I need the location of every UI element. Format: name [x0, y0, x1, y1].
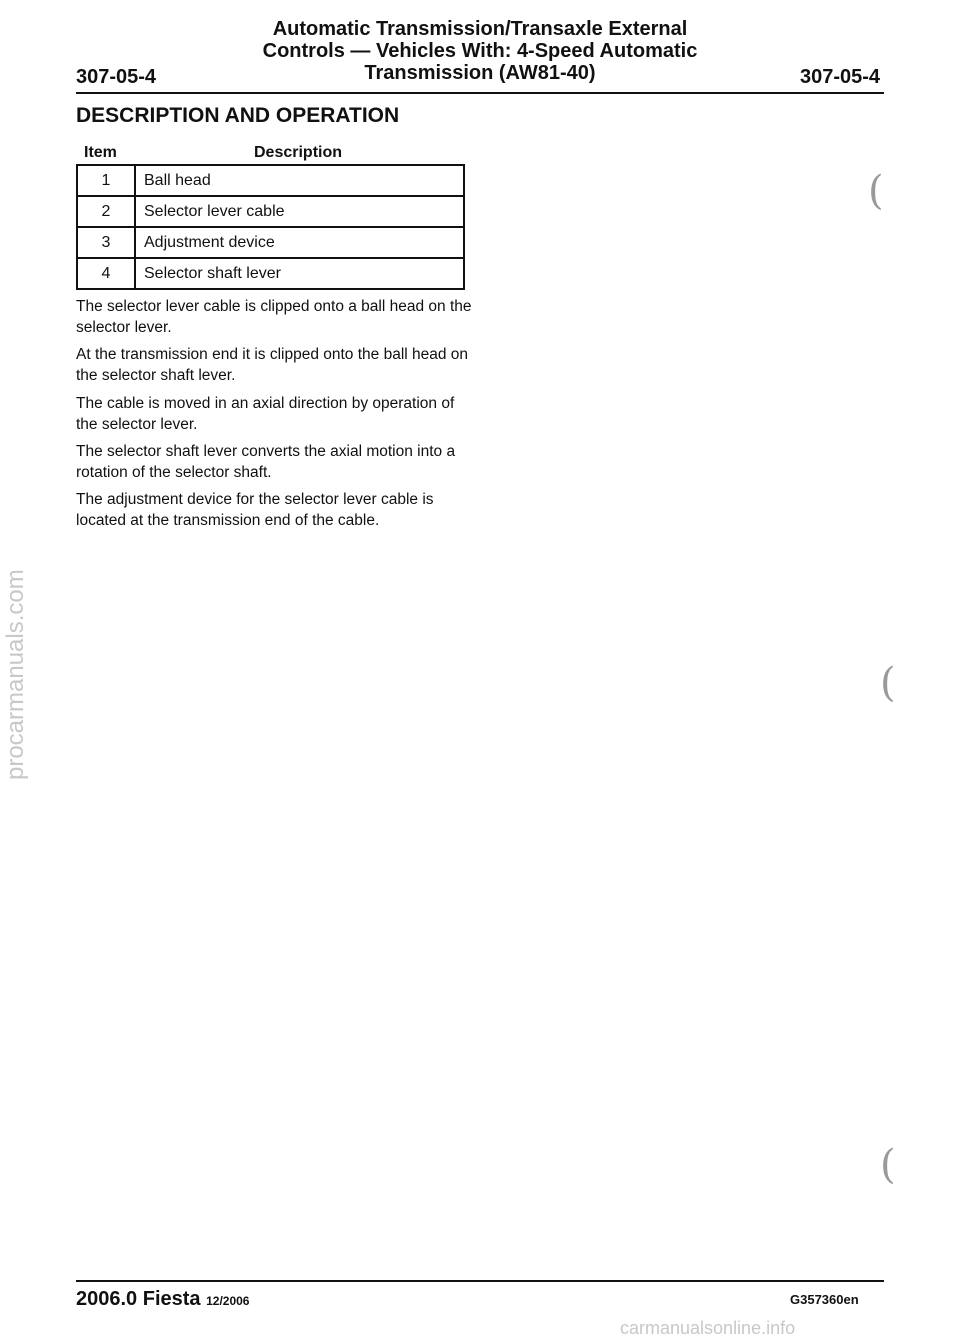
paragraph: The selector shaft lever converts the axial motion into a rotation of the selector shaft.	[76, 443, 456, 481]
binding-mark: (	[880, 660, 896, 706]
footer-model	[76, 1288, 249, 1311]
page-code-left: 307-05-4	[76, 66, 157, 88]
paragraph: At the transmission end it is clipped onto the ball head on the selector shaft lever.	[76, 346, 469, 384]
title-line-3: Transmission (AW81-40)	[364, 62, 596, 84]
table-row	[78, 197, 463, 228]
item-number: 4	[78, 259, 136, 288]
binding-mark: (	[880, 1142, 896, 1188]
title-line-2: Controls — Vehicles With: 4-Speed Automatic	[262, 40, 698, 62]
item-table	[76, 164, 465, 290]
table-row	[78, 166, 463, 197]
item-number: 1	[78, 166, 136, 195]
item-number: 2	[78, 197, 136, 226]
page-code-right: 307-05-4	[800, 66, 881, 88]
footer-doc-code: G357360en	[790, 1292, 859, 1307]
section-title: DESCRIPTION AND OPERATION	[76, 104, 400, 127]
paragraph: The adjustment device for the selector lever cable is located at the transmission end of the cable.	[76, 491, 434, 529]
column-header-item: Item	[84, 144, 117, 161]
footer-date: 12/2006	[206, 1294, 250, 1308]
side-watermark: procarmanuals.com	[2, 569, 29, 780]
table-row	[78, 259, 463, 288]
column-header-description: Description	[254, 144, 343, 161]
paragraph: The cable is moved in an axial direction by operation of the selector lever.	[76, 395, 455, 433]
title-line-1: Automatic Transmission/Transaxle External	[272, 18, 688, 40]
item-description: Ball head	[144, 171, 211, 189]
header-rule	[76, 92, 884, 94]
footer-rule	[76, 1280, 884, 1282]
binding-mark: (	[868, 168, 884, 214]
item-number: 3	[78, 228, 136, 257]
bottom-watermark: carmanualsonline.info	[620, 1318, 796, 1338]
item-description: Selector lever cable	[144, 202, 285, 220]
model-name: 2006.0 Fiesta	[76, 1288, 201, 1310]
table-row	[78, 228, 463, 259]
item-description: Selector shaft lever	[144, 264, 281, 282]
document-title	[200, 18, 760, 84]
paragraph: The selector lever cable is clipped onto a ball head on the selector lever.	[76, 298, 472, 336]
item-description: Adjustment device	[144, 233, 275, 251]
